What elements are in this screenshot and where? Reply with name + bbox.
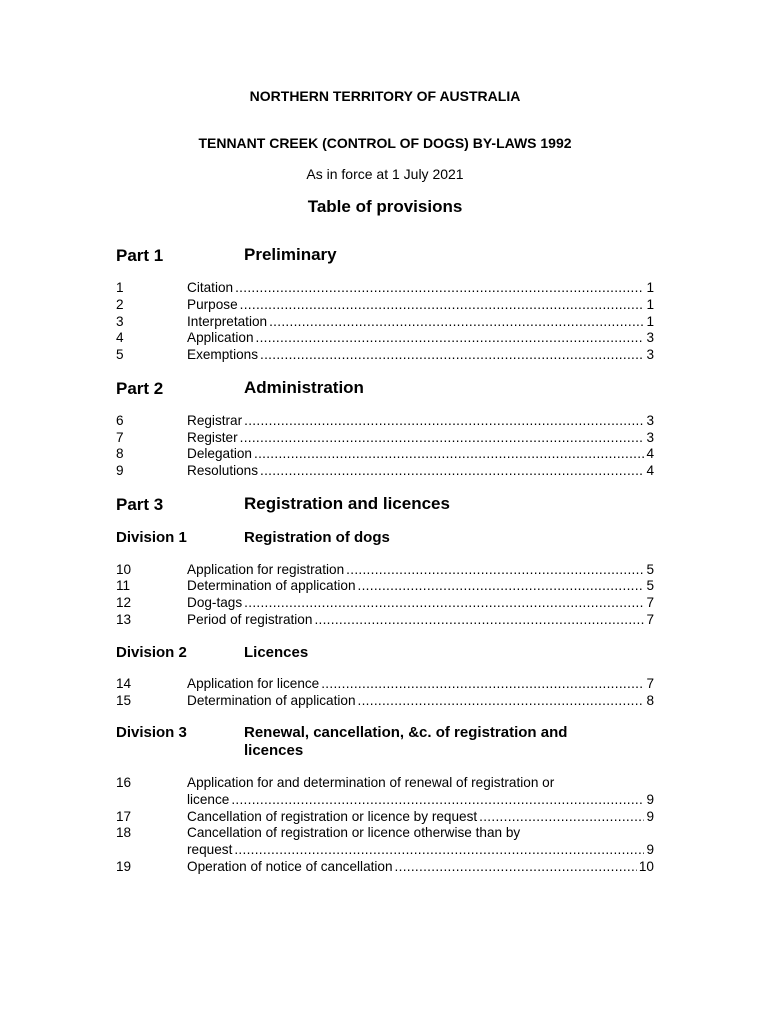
jurisdiction-heading: NORTHERN TERRITORY OF AUSTRALIA xyxy=(249,88,521,104)
section-number: 5 xyxy=(116,347,124,362)
page-number: 3 xyxy=(646,347,654,362)
division-title: Renewal, cancellation, &c. of registration and licences xyxy=(244,724,568,759)
section-title: Determination of application xyxy=(187,693,356,708)
page-number: 5 xyxy=(646,578,654,593)
leader-dots xyxy=(240,430,645,447)
page-number: 1 xyxy=(646,297,654,312)
section-number: 7 xyxy=(116,430,124,445)
section-number: 9 xyxy=(116,463,124,478)
section-number: 6 xyxy=(116,413,124,428)
section-title: Application xyxy=(187,330,254,345)
leader-dots xyxy=(479,809,644,826)
page-number: 3 xyxy=(646,330,654,345)
section-number: 12 xyxy=(116,595,132,610)
leader-dots xyxy=(244,595,644,612)
division-number: Division 2 xyxy=(116,644,187,661)
page-number: 9 xyxy=(646,791,654,807)
page-number: 4 xyxy=(646,446,654,461)
leader-dots xyxy=(395,859,637,876)
leader-dots xyxy=(254,446,644,463)
page-number: 1 xyxy=(646,314,654,329)
part-number: Part 2 xyxy=(116,379,164,398)
leader-dots xyxy=(358,578,645,595)
page-number: 7 xyxy=(646,612,654,627)
section-title: Registrar xyxy=(187,413,243,428)
page-number: 9 xyxy=(646,841,654,857)
division-title: Licences xyxy=(244,644,309,661)
section-number: 16 xyxy=(116,775,132,790)
page-number: 10 xyxy=(638,859,654,874)
section-number: 3 xyxy=(116,314,124,329)
section-title: Dog-tags xyxy=(187,595,243,610)
division-title: Registration of dogs xyxy=(244,529,390,546)
section-title-line: licence xyxy=(187,791,230,807)
page-number: 3 xyxy=(646,430,654,445)
section-title: Determination of application xyxy=(187,578,356,593)
leader-dots xyxy=(358,693,645,710)
page-number: 8 xyxy=(646,693,654,708)
document-title: TENNANT CREEK (CONTROL OF DOGS) BY-LAWS 1992 xyxy=(198,135,572,151)
section-title-line: Cancellation of registration or licence otherwise than by xyxy=(187,825,521,840)
section-number: 17 xyxy=(116,809,132,824)
section-title: Cancellation of registration or licence by request xyxy=(187,809,478,824)
division-number: Division 3 xyxy=(116,724,187,741)
section-title: Application for licence xyxy=(187,676,320,691)
leader-dots xyxy=(256,330,645,347)
page-number: 9 xyxy=(646,809,654,824)
section-number: 8 xyxy=(116,446,124,461)
page-number: 5 xyxy=(646,562,654,577)
section-title: Purpose xyxy=(187,297,238,312)
leader-dots xyxy=(269,314,644,331)
part-number: Part 1 xyxy=(116,246,164,265)
part-title: Registration and licences xyxy=(244,494,450,513)
page-number: 3 xyxy=(646,413,654,428)
section-number: 15 xyxy=(116,693,132,708)
section-title: Application for registration xyxy=(187,562,345,577)
section-number: 10 xyxy=(116,562,132,577)
section-title-line: Application for and determination of renewal of registration or xyxy=(187,775,555,790)
section-title: Operation of notice of cancellation xyxy=(187,859,393,874)
in-force-date: As in force at 1 July 2021 xyxy=(306,166,464,182)
section-title: Exemptions xyxy=(187,347,259,362)
division-number: Division 1 xyxy=(116,529,187,546)
section-number: 11 xyxy=(116,578,131,593)
leader-dots xyxy=(235,280,644,297)
section-number: 19 xyxy=(116,859,132,874)
leader-dots xyxy=(234,842,644,859)
leader-dots xyxy=(231,792,644,809)
section-number: 1 xyxy=(116,280,124,295)
page-number: 7 xyxy=(646,595,654,610)
section-title: Delegation xyxy=(187,446,252,461)
page-number: 1 xyxy=(646,280,654,295)
section-title: Register xyxy=(187,430,238,445)
section-title: Resolutions xyxy=(187,463,259,478)
section-number: 13 xyxy=(116,612,132,627)
page-number: 7 xyxy=(646,676,654,691)
section-title-line: request xyxy=(187,841,233,857)
section-title: Period of registration xyxy=(187,612,313,627)
section-title: Citation xyxy=(187,280,234,295)
part-title: Preliminary xyxy=(244,245,337,264)
leader-dots xyxy=(346,562,644,579)
leader-dots xyxy=(240,297,645,314)
leader-dots xyxy=(314,612,644,629)
page-number: 4 xyxy=(646,463,654,478)
section-number: 4 xyxy=(116,330,124,345)
section-number: 2 xyxy=(116,297,124,312)
part-number: Part 3 xyxy=(116,495,164,514)
part-title: Administration xyxy=(244,378,364,397)
table-of-provisions-heading: Table of provisions xyxy=(307,197,463,216)
leader-dots xyxy=(321,676,644,693)
section-number: 14 xyxy=(116,676,132,691)
leader-dots xyxy=(260,463,644,480)
section-number: 18 xyxy=(116,825,132,840)
section-title: Interpretation xyxy=(187,314,268,329)
leader-dots xyxy=(244,413,644,430)
leader-dots xyxy=(260,347,644,364)
